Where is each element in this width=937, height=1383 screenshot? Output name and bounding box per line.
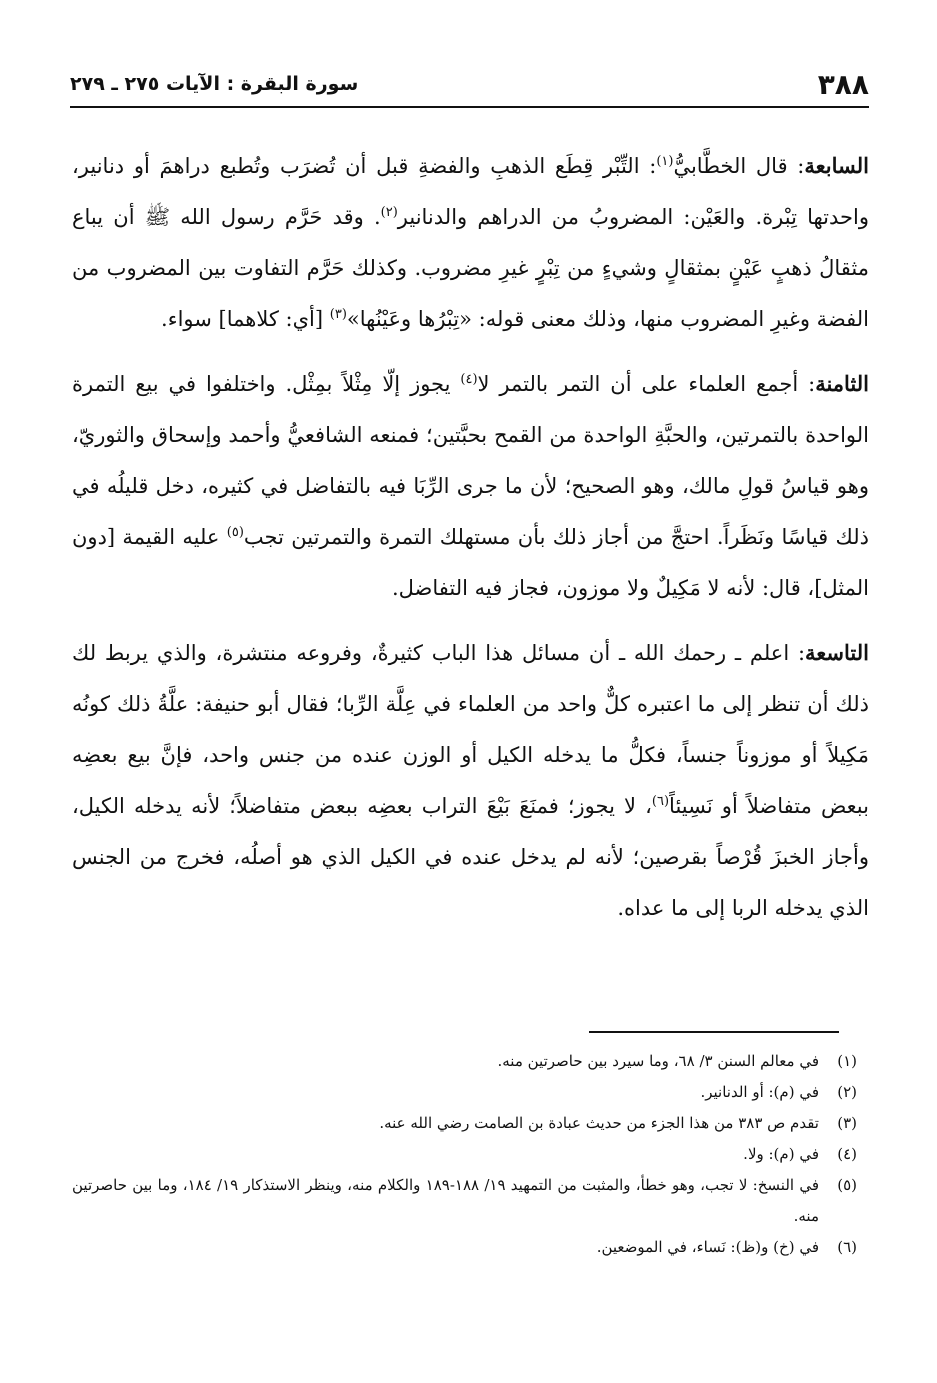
footnote-text: في النسخ: لا تجب، وهو خطأ، والمثبت من التمهيد ١٩/ ١٨٨-١٨٩ والكلام منه، وينظر الاستذكار ١٩/ ١٨٤، وما بين حاصرتين منه. [72,1176,820,1225]
footnote-text: في (م): ولا. [743,1145,819,1163]
footnote [72,1170,857,1232]
paragraph-text: : أجمع العلماء على أن التمر بالتمر لا [477,372,816,396]
paragraph-label: الثامنة [815,371,869,396]
footnote-reference: (٤) [460,372,478,387]
paragraph-text: . وقد حَرَّم رسول الله ﷺ أن يباع مثقالُ ذهبٍ عَيْنٍ بمثقالٍ وشيءٍ من تِبْرٍ غيرِ مضروب. وكذلك حَرَّم التفاوت بين المضروب من الفضة وغيرِ المضروب منها، وذلك معنى قوله: «تِبْرُها وعَيْنُها» [72,205,869,331]
footnote-divider [589,1031,839,1033]
footnote-text: في (خ) و(ظ): نَساء، في الموضعين. [596,1238,819,1256]
footnote-reference: (٢) [380,205,398,220]
paragraph-text: : قال الخطَّابيُّ [673,154,805,178]
paragraph-text: : التِّبْر قِطَع الذهبِ والفضةِ قبل أن تُضرَب وتُطبع دراهمَ أو دنانير، واحدتها تِبْرة. والعَيْن: المضروبُ من الدراهم والدنانير [72,154,870,229]
body-text [72,140,869,947]
footnote [72,1139,857,1170]
footnote-number: (٢) [837,1083,857,1101]
footnote [72,1046,857,1077]
footnote [72,1232,857,1263]
footnote-text: في (م): أو الدنانير. [700,1083,819,1101]
footnote [72,1077,857,1108]
paragraph-label: التاسعة [805,640,869,665]
footnote-reference: (٣) [329,307,347,322]
paragraph-text: عليه القيمة [دون المثل]، قال: لأنه لا مَكِيلٌ ولا موزون، فجاز فيه التفاضل. [72,525,869,600]
footnote-reference: (١) [656,154,674,169]
paragraph [72,358,869,614]
paragraph-text: يجوز إلّا مِثْلاً بمِثْل. واختلفوا في بيع التمرة الواحدة بالتمرتين، والحبَّةِ الواحدة من القمح بحبَّتين؛ فمنعه الشافعيُّ وأحمد وإسحاق والثوريّ، وهو قياسُ قولِ مالك، وهو الصحيح؛ لأن ما جرى الرِّبَا فيه بالتفاضل في كثيره، دخل قليلُه في ذلك قياسًا ونَظَراً. احتجَّ من أجاز ذلك بأن مستهلك التمرة والتمرتين تجب [72,372,869,549]
running-title: سورة البقرة : الآيات ٢٧٥ ـ ٢٧٩ [70,73,359,95]
paragraph-text: [أي: كلاهما] سواء. [161,307,330,331]
paragraph-label: السابعة [804,153,869,178]
footnotes [72,1046,857,1263]
footnote-reference: (٦) [651,794,670,809]
paragraph-text: : اعلم ـ رحمك الله ـ أن مسائل هذا الباب كثيرةٌ، وفروعه منتشرة، والذي يربط لك ذلك أن تنظر إلى ما اعتبره كلٌّ واحد من العلماء في عِلَّة الرِّبا؛ فقال أبو حنيفة: علَّةُ ذلك كونُه مَكِيلاً أو موزوناً جنساً، فكلُّ ما يدخله الكيل أو الوزن عنده من جنس واحد، فإنَّ بيع بعضِه ببعض متفاضلاً أو نَسِيئاً [72,641,869,818]
page-header [70,62,869,108]
footnote [72,1108,857,1139]
footnote-number: (٣) [837,1114,857,1132]
footnote-number: (٥) [837,1176,857,1194]
paragraph [72,140,869,345]
footnote-number: (٤) [837,1145,857,1163]
paragraph-text: ، لا يجوز؛ فمنَعَ بَيْعَ التراب بعضِه ببعض متفاضلاً؛ لأنه يدخله الكيل، وأجاز الخبزَ قُرْصاً بقرصين؛ لأنه لم يدخل عنده في الكيل الذي هو أصلُه، فخرج من الجنس الذي يدخله الربا إلى ما عداه. [72,794,869,920]
footnote-text: في معالم السنن ٣/ ٦٨، وما سيرد بين حاصرتين منه. [497,1052,819,1070]
footnote-number: (١) [837,1052,857,1070]
footnote-text: تقدم ص ٣٨٣ من هذا الجزء من حديث عبادة بن الصامت رضي الله عنه. [379,1114,819,1132]
footnote-number: (٦) [837,1238,857,1256]
footnote-reference: (٥) [226,525,244,540]
page-number: ٣٨٨ [817,67,869,101]
paragraph [72,627,869,934]
